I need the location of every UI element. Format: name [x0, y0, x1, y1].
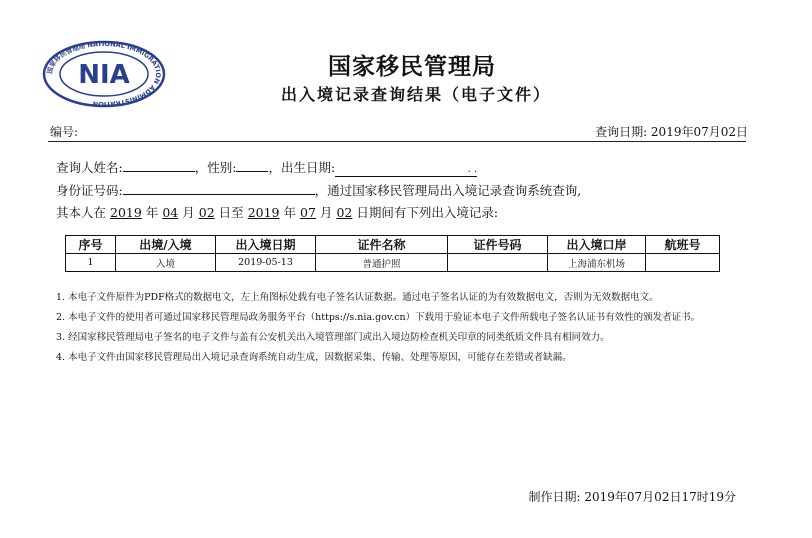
cell-document-number	[448, 254, 548, 272]
records-table	[65, 235, 720, 272]
name-label: 查询人姓名:	[56, 160, 123, 175]
cell-flight	[646, 254, 720, 272]
day-unit-to: 日至	[218, 205, 244, 220]
id-label: 身份证号码:	[56, 183, 123, 198]
cell-direction: 入境	[116, 254, 216, 272]
document-title: 出入境记录查询结果（电子文件）	[280, 85, 551, 104]
cell-index: 1	[66, 254, 116, 272]
note-item: 1. 本电子文件原件为PDF格式的数据电文，左上角图标处载有电子签名认证数据。通过电子签名认证的为有效数据电文，否则为无效数据电文。	[56, 292, 659, 303]
agency-title: 国家移民管理局	[328, 53, 496, 80]
col-date: 出入境日期	[216, 236, 316, 254]
logo-text: NIA	[78, 60, 130, 90]
month-unit: 月	[319, 205, 333, 220]
gender-blank	[236, 158, 268, 172]
from-month: 04	[162, 205, 179, 220]
id-suffix: ，通过国家移民管理局出入境记录查询系统查询,	[314, 183, 582, 198]
serial-label: 编号:	[50, 125, 79, 139]
id-line	[56, 181, 581, 199]
day-unit-end: 日期间有下列出入境记录:	[356, 205, 499, 220]
name-blank	[123, 158, 195, 172]
note-item: 2. 本电子文件的使用者可通过国家移民管理局政务服务平台（https://s.nia.gov.cn）下载用于验证本电子文件所载电子签名认证书有效性的颁发者证书。	[56, 312, 701, 323]
made-date: 制作日期: 2019年07月02日17时19分	[528, 490, 736, 504]
birth-blank: . .	[335, 163, 477, 177]
col-direction: 出境/入境	[116, 236, 216, 254]
note-item: 4. 本电子文件由国家移民管理局出入境记录查询系统自动生成，因数据采集、传输、处理等原因，可能存在差错或者缺漏。	[56, 352, 572, 363]
month-unit: 月	[182, 205, 195, 220]
col-index: 序号	[66, 236, 116, 254]
from-day: 02	[198, 205, 215, 220]
header-divider	[48, 141, 746, 142]
to-year: 2019	[247, 205, 280, 220]
to-day: 02	[336, 205, 353, 220]
year-unit: 年	[283, 205, 297, 220]
personal-info-line	[56, 158, 477, 177]
table-row	[66, 254, 720, 272]
col-flight: 航班号	[646, 236, 720, 254]
range-prefix: 其本人在	[56, 205, 107, 220]
query-date: 查询日期: 2019年07月02日	[595, 125, 748, 139]
logo-ring-text: 国家移民管理局 NATIONAL IMMIGRATION ADMINISTRATION	[45, 40, 163, 108]
cell-port: 上海浦东机场	[548, 254, 646, 272]
col-port: 出入境口岸	[548, 236, 646, 254]
from-year: 2019	[110, 205, 142, 220]
cell-date: 2019-05-13	[216, 254, 316, 272]
notes-section	[56, 290, 746, 370]
col-document-name: 证件名称	[316, 236, 448, 254]
cell-document-name: 普通护照	[316, 254, 448, 272]
table-header-row	[66, 236, 720, 254]
date-range-line	[56, 203, 498, 221]
birth-label: ，出生日期:	[268, 160, 336, 175]
col-document-number: 证件号码	[448, 236, 548, 254]
to-month: 07	[300, 205, 316, 220]
id-blank	[123, 181, 315, 195]
gender-label: ，性别:	[194, 160, 237, 175]
note-item: 3. 经国家移民管理局电子签名的电子文件与盖有公安机关出入境管理部门或出入境边防检查机关印章的同类纸质文件具有相同效力。	[56, 332, 610, 343]
year-unit: 年	[145, 205, 159, 220]
